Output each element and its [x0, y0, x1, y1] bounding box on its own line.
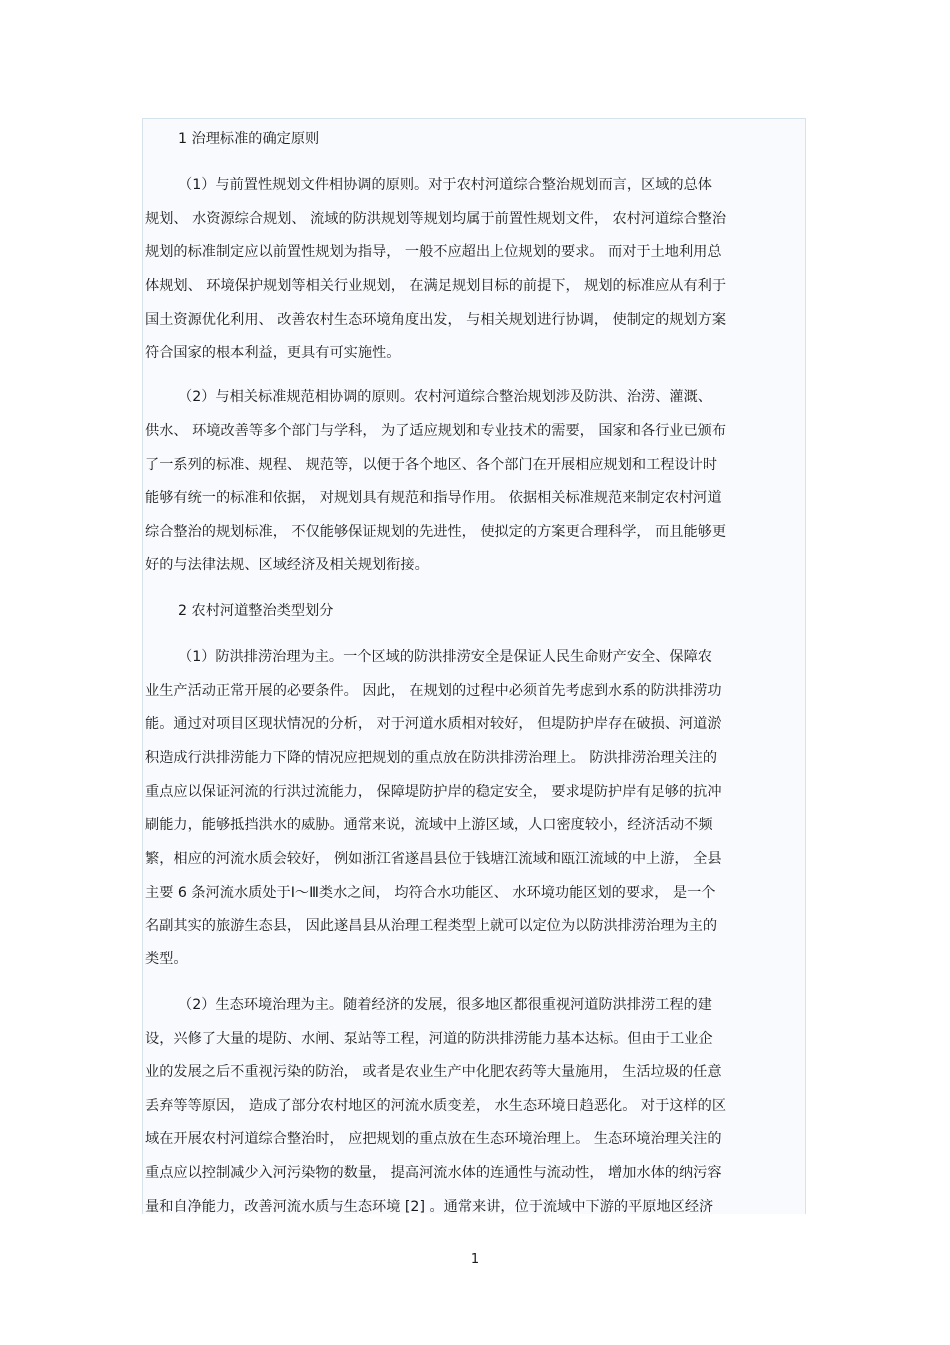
para-1-line-3: 规划的标准制定应以前置性规划为指导， 一般不应超出上位规划的要求。 而对于土地利用总 — [145, 244, 722, 260]
para-4-line-3: 业的发展之后不重视污染的防治， 或者是农业生产中化肥农药等大量施用， 生活垃圾的任意 — [145, 1064, 722, 1080]
para-2-line-3: 了一系列的标准、规程、 规范等，以便于各个地区、各个部门在开展相应规划和工程设计时 — [145, 457, 718, 473]
para-3-line-3: 能。通过对项目区现状情况的分析， 对于河道水质相对较好， 但堤防护岸存在破损、河道淤 — [145, 716, 722, 732]
para-3-line-6: 刷能力，能够抵挡洪水的威胁。通常来说，流域中上游区域，人口密度较小，经济活动不频 — [145, 817, 713, 833]
para-3-line-5: 重点应以保证河流的行洪过流能力， 保障堤防护岸的稳定安全， 要求堤防护岸有足够的抗冲 — [145, 784, 722, 800]
para-4-line-7: 量和自净能力，改善河流水质与生态环境 [2] 。通常来讲，位于流域中下游的平原地区经济 — [145, 1199, 714, 1215]
para-1-line-6: 符合国家的根本利益，更具有可实施性。 — [145, 345, 401, 361]
para-3-line-4: 积造成行洪排涝能力下降的情况应把规划的重点放在防洪排涝治理上。 防洪排涝治理关注的 — [145, 750, 718, 766]
para-1-line-4: 体规划、 环境保护规划等相关行业规划， 在满足规划目标的前提下， 规划的标准应从有利于 — [145, 278, 727, 294]
para-1-line-2: 规划、 水资源综合规划、 流域的防洪规划等规划均属于前置性规划文件， 农村河道综合整治 — [145, 211, 727, 227]
para-2-line-5: 综合整治的规划标准， 不仅能够保证规划的先进性， 使拟定的方案更合理科学， 而且能够更 — [145, 524, 727, 540]
para-3-line-2: 业生产活动正常开展的必要条件。 因此， 在规划的过程中必须首先考虑到水系的防洪排涝功 — [145, 683, 722, 699]
para-1-line-5: 国土资源优化利用、 改善农村生态环境角度出发， 与相关规划进行协调， 使制定的规划方案 — [145, 312, 727, 328]
para-4-line-6: 重点应以控制减少入河污染物的数量， 提高河流水体的连通性与流动性， 增加水体的纳污容 — [145, 1165, 722, 1181]
para-4-line-4: 丢弃等等原因， 造成了部分农村地区的河流水质变差， 水生态环境日趋恶化。 对于这样的区 — [145, 1098, 727, 1114]
para-3-line-9: 名副其实的旅游生态县， 因此遂昌县从治理工程类型上就可以定位为以防洪排涝治理为主的 — [145, 918, 718, 934]
para-3-line-7: 繁，相应的河流水质会较好， 例如浙江省遂昌县位于钱塘江流域和瓯江流域的中上游， 全县 — [145, 851, 722, 867]
para-2-line-1: （2）与相关标准规范相协调的原则。农村河道综合整治规划涉及防洪、治涝、灌溉、 — [178, 389, 712, 405]
para-2-line-2: 供水、 环境改善等多个部门与学科， 为了适应规划和专业技术的需要， 国家和各行业已颁布 — [145, 423, 727, 439]
page-number: 1 — [470, 1252, 480, 1267]
para-3-line-1: （1）防洪排涝治理为主。一个区域的防洪排涝安全是保证人民生命财产安全、保障农 — [178, 649, 712, 665]
para-2-line-6: 好的与法律法规、区域经济及相关规划衔接。 — [145, 557, 429, 573]
para-3-line-10: 类型。 — [145, 951, 188, 967]
para-2-line-4: 能够有统一的标准和依据， 对规划具有规范和指导作用。 依据相关标准规范来制定农村河道 — [145, 490, 722, 506]
para-4-line-2: 设，兴修了大量的堤防、水闸、泵站等工程，河道的防洪排涝能力基本达标。但由于工业企 — [145, 1031, 713, 1047]
para-1-line-1: （1）与前置性规划文件相协调的原则。对于农村河道综合整治规划而言，区域的总体 — [178, 177, 712, 193]
para-4-line-5: 域在开展农村河道综合整治时， 应把规划的重点放在生态环境治理上。 生态环境治理关注的 — [145, 1131, 722, 1147]
section-heading-2: 2 农村河道整治类型划分 — [178, 603, 334, 619]
para-3-line-8: 主要 6 条河流水质处于Ⅰ～Ⅲ类水之间， 均符合水功能区、 水环境功能区划的要求， 是一个 — [145, 885, 716, 901]
section-heading-1: 1 治理标准的确定原则 — [178, 131, 320, 147]
para-4-line-1: （2）生态环境治理为主。随着经济的发展，很多地区都很重视河道防洪排涝工程的建 — [178, 997, 712, 1013]
